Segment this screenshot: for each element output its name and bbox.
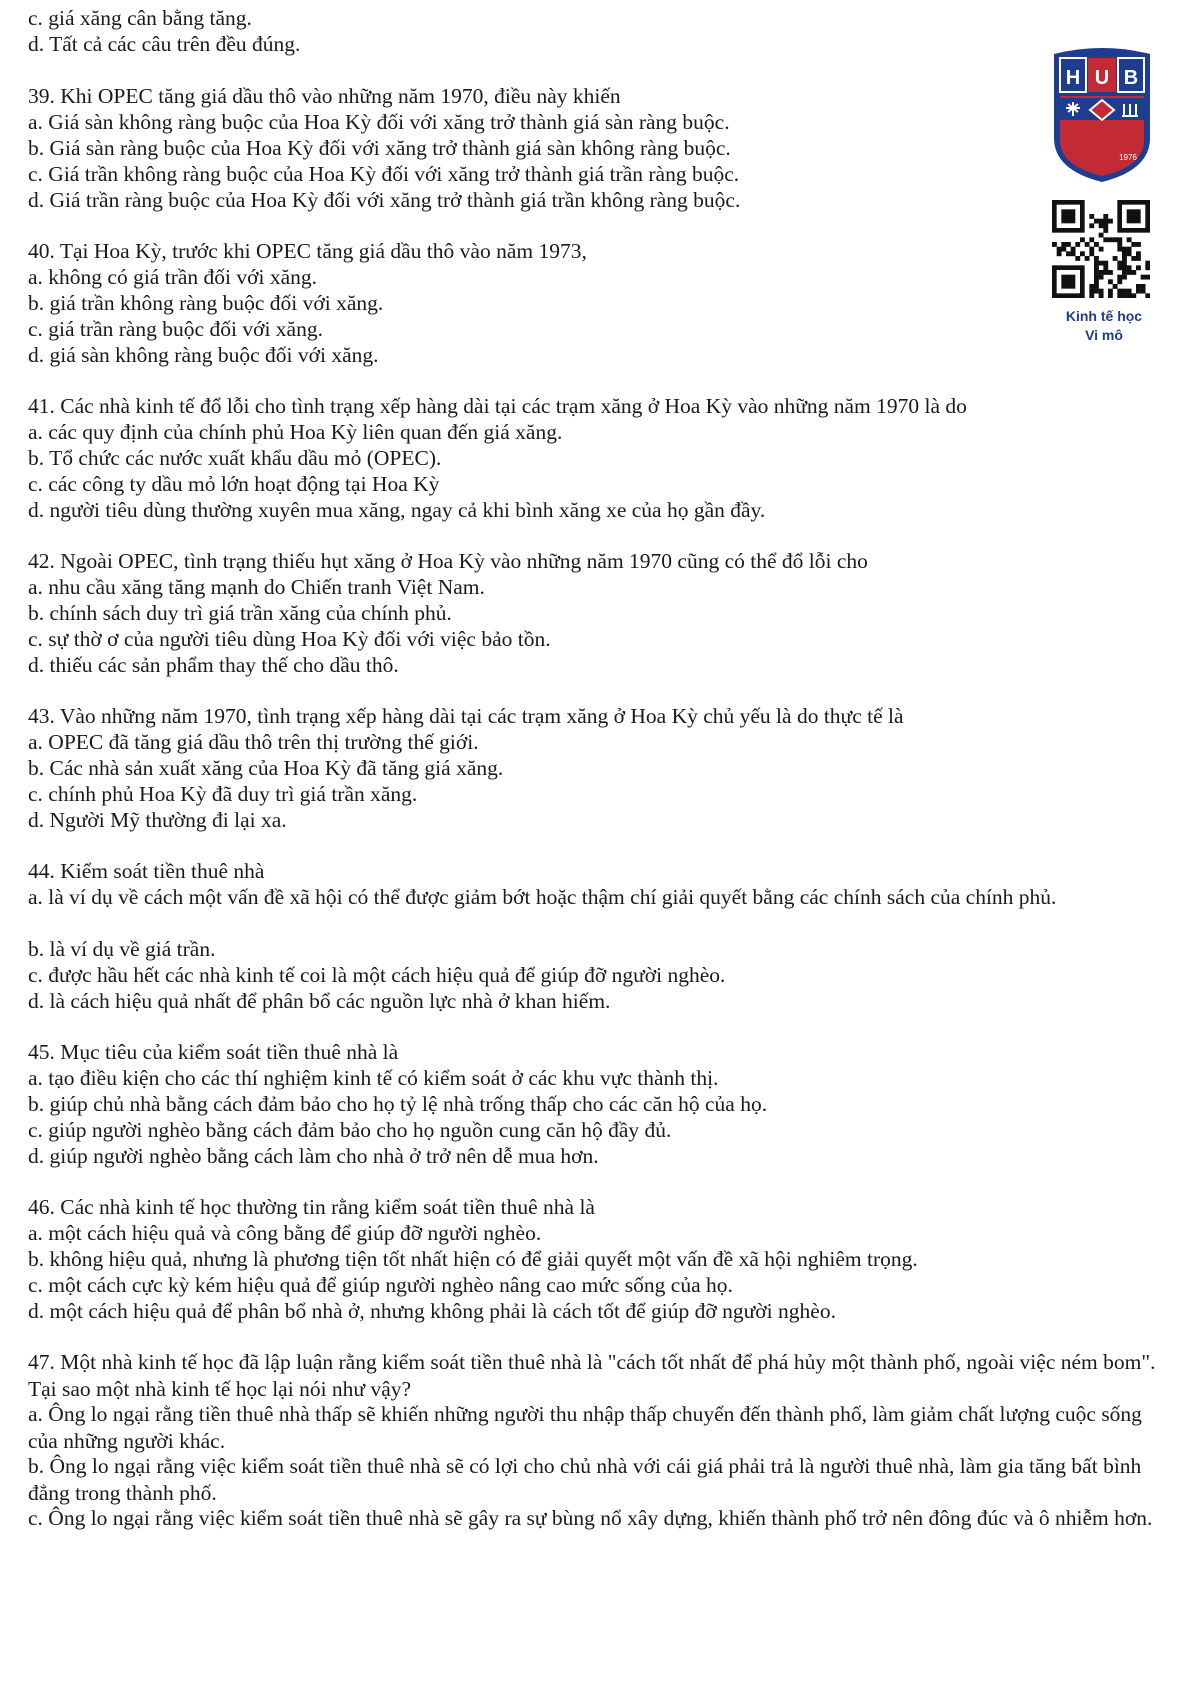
option-line: a. một cách hiệu quả và công bằng để giúp đỡ người nghèo. [28,1221,542,1245]
question-line: 45. Mục tiêu của kiểm soát tiền thuê nhà là [28,1040,399,1064]
option-line: b. Giá sàn ràng buộc của Hoa Kỳ đối với xăng trở thành giá sàn không ràng buộc. [28,136,731,160]
option-line: a. OPEC đã tăng giá dầu thô trên thị trường thế giới. [28,730,479,754]
option-line: d. Người Mỹ thường đi lại xa. [28,808,287,832]
option-line: d. một cách hiệu quả để phân bổ nhà ở, nhưng không phải là cách tốt để giúp đỡ người nghèo. [28,1299,836,1323]
question-line: 41. Các nhà kinh tế đổ lỗi cho tình trạng xếp hàng dài tại các trạm xăng ở Hoa Kỳ vào những năm 1970 là do [28,394,967,418]
option-line: c. được hầu hết các nhà kinh tế coi là một cách hiệu quả để giúp đỡ người nghèo. [28,963,726,987]
option-line: b. không hiệu quả, nhưng là phương tiện tốt nhất hiện có để giải quyết một vấn đề xã hội nghiêm trọng. [28,1247,918,1271]
option-line: b. giúp chủ nhà bằng cách đảm bảo cho họ tỷ lệ nhà trống thấp cho các căn hộ của họ. [28,1092,768,1116]
option-line: c. các công ty dầu mỏ lớn hoạt động tại Hoa Kỳ [28,472,440,496]
option-line: c. chính phủ Hoa Kỳ đã duy trì giá trần xăng. [28,782,418,806]
caption-line-2: Vi mô [1085,327,1123,343]
logo-caption [1040,307,1168,345]
caption-line-1: Kinh tế học [1065,308,1143,324]
hub-shield-icon [1050,46,1154,184]
svg-text:H: H [1065,67,1081,89]
option-line: d. Giá trần ràng buộc của Hoa Kỳ đối với xăng trở thành giá trần không ràng buộc. [28,188,741,212]
option-line: a. không có giá trần đối với xăng. [28,265,318,289]
option-line: b. Ông lo ngại rằng việc kiểm soát tiền thuê nhà sẽ có lợi cho chủ nhà với cái giá phải trả là người thuê nhà, làm gia tăng bất bình đẳng trong thành phố. [28,1454,1142,1505]
question-line: 44. Kiểm soát tiền thuê nhà [28,859,265,883]
option-line: b. Các nhà sản xuất xăng của Hoa Kỳ đã tăng giá xăng. [28,756,504,780]
question-line: 39. Khi OPEC tăng giá dầu thô vào những năm 1970, điều này khiến [28,84,621,108]
option-line: c. giá xăng cân bằng tăng. [28,6,252,30]
qr-code-icon [1052,200,1150,298]
option-line: b. là ví dụ về giá trần. [28,937,216,961]
question-line: 47. Một nhà kinh tế học đã lập luận rằng kiểm soát tiền thuê nhà là "cách tốt nhất để phá hủy một thành phố, ngoài việc ném bom". Tại sao một nhà kinh tế học lại nói như vậy? [28,1350,1156,1401]
option-line: a. Ông lo ngại rằng tiền thuê nhà thấp sẽ khiến những người thu nhập thấp chuyển đến thành phố, làm giảm chất lượng cuộc sống của những người khác. [28,1402,1142,1453]
option-line: c. Ông lo ngại rằng việc kiểm soát tiền thuê nhà sẽ gây ra sự bùng nổ xây dựng, khiến thành phố trở nên đông đúc và ô nhiễm hơn. [28,1506,1153,1530]
question-line: 43. Vào những năm 1970, tình trạng xếp hàng dài tại các trạm xăng ở Hoa Kỳ chủ yếu là do thực tế là [28,704,904,728]
hub-logo [1050,46,1154,184]
option-line: c. giá trần ràng buộc đối với xăng. [28,317,323,341]
question-line: 42. Ngoài OPEC, tình trạng thiếu hụt xăng ở Hoa Kỳ vào những năm 1970 cũng có thể đổ lỗi cho [28,549,868,573]
option-line: d. Tất cả các câu trên đều đúng. [28,32,301,56]
option-line: c. một cách cực kỳ kém hiệu quả để giúp người nghèo nâng cao mức sống của họ. [28,1273,733,1297]
option-line: b. Tổ chức các nước xuất khẩu dầu mỏ (OPEC). [28,446,442,470]
option-line: a. nhu cầu xăng tăng mạnh do Chiến tranh Việt Nam. [28,575,485,599]
option-line: d. giúp người nghèo bằng cách làm cho nhà ở trở nên dễ mua hơn. [28,1144,599,1168]
option-line: a. các quy định của chính phủ Hoa Kỳ liên quan đến giá xăng. [28,420,563,444]
question-line: 40. Tại Hoa Kỳ, trước khi OPEC tăng giá dầu thô vào năm 1973, [28,239,587,263]
option-line: a. tạo điều kiện cho các thí nghiệm kinh tế có kiểm soát ở các khu vực thành thị. [28,1066,719,1090]
option-line: a. là ví dụ về cách một vấn đề xã hội có thể được giảm bớt hoặc thậm chí giải quyết bằng các chính sách của chính phủ. [28,885,1057,909]
option-line: d. thiếu các sản phẩm thay thế cho dầu thô. [28,653,399,677]
option-line: c. Giá trần không ràng buộc của Hoa Kỳ đối với xăng trở thành giá trần ràng buộc. [28,162,740,186]
option-line: d. là cách hiệu quả nhất để phân bổ các nguồn lực nhà ở khan hiếm. [28,989,611,1013]
question-line: 46. Các nhà kinh tế học thường tin rằng kiểm soát tiền thuê nhà là [28,1195,595,1219]
svg-text:U: U [1094,67,1110,89]
option-line: c. giúp người nghèo bằng cách đảm bảo cho họ nguồn cung căn hộ đầy đủ. [28,1118,672,1142]
option-line: a. Giá sàn không ràng buộc của Hoa Kỳ đối với xăng trở thành giá sàn ràng buộc. [28,110,730,134]
option-line: b. chính sách duy trì giá trần xăng của chính phủ. [28,601,452,625]
option-line: d. giá sàn không ràng buộc đối với xăng. [28,343,379,367]
option-line: c. sự thờ ơ của người tiêu dùng Hoa Kỳ đối với việc bảo tồn. [28,627,551,651]
svg-text:B: B [1123,67,1139,89]
svg-text:1976: 1976 [1119,153,1137,162]
option-line: b. giá trần không ràng buộc đối với xăng. [28,291,384,315]
option-line: d. người tiêu dùng thường xuyên mua xăng, ngay cả khi bình xăng xe của họ gần đầy. [28,498,766,522]
qr-code[interactable] [1052,200,1150,298]
